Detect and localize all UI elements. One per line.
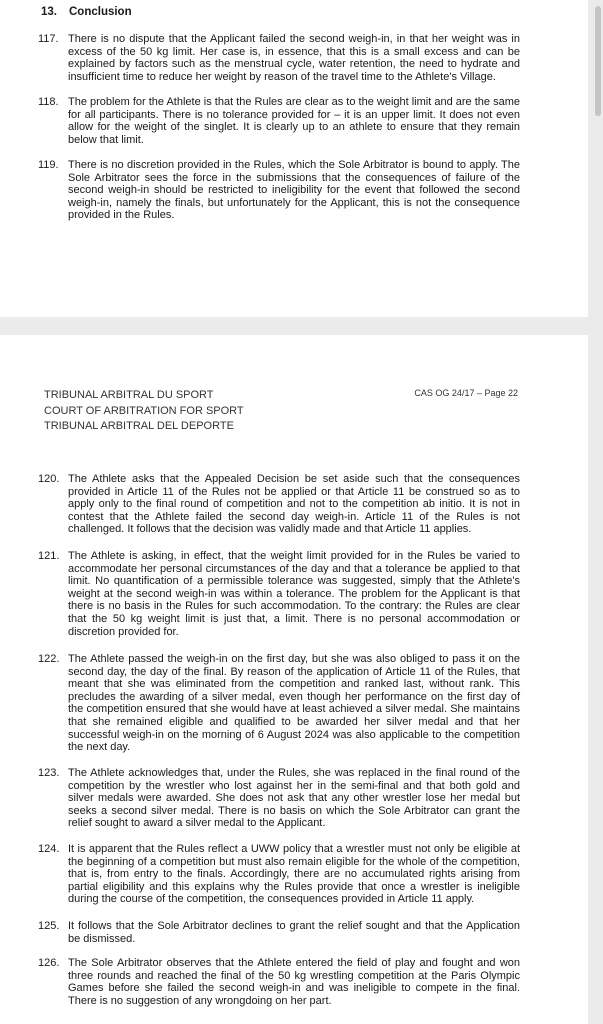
- document-page-1: [0, 0, 588, 317]
- paragraph-120: [38, 473, 520, 536]
- paragraph-118: [38, 96, 520, 146]
- vertical-scrollbar[interactable]: [595, 6, 601, 116]
- paragraph-text: The Athlete is asking, in effect, that the weight limit provided for in the Rules be varied to accommodate her personal circumstances of the day and that a tolerance be applied to that limit. No quantification of a permissible tolerance was suggested, simply that the Athlete's weight at the second weigh-in was within a tolerance. The problem for the Applicant is that there is no basis in the Rules for such accommodation. To the contrary: the Rules are clear that the 50 kg weight limit is just that, a limit. There is no personal accommodation or discretion provided for.: [68, 550, 520, 638]
- section-number: 13.: [41, 6, 57, 18]
- paragraph-number: 120.: [38, 473, 60, 485]
- section-heading: [41, 6, 132, 18]
- paragraph-text: The Athlete passed the weigh-in on the first day, but she was also obliged to pass it on the second day, the day of the final. By reason of the application of Article 11 of the Rules, that meant that she was eliminated from the competition and ranked last, without rank. This precludes the awarding of a silver medal, even though her performance on the first day of the competition ensured that she would have at least achieved a silver medal. She maintains that she remained eligible and qualified to be awarded her silver medal and that her successful weigh-in on the morning of 6 August 2024 was also applicable to the competition the next day.: [68, 653, 520, 754]
- paragraph-text: The Athlete acknowledges that, under the Rules, she was replaced in the final round of the competition by the wrestler who lost against her in the semi-final and that both gold and silver medals were awarded. She does not ask that any other wrestler lose her medal but seeks a second silver medal. There is no basis on which the Sole Arbitrator can grant the relief sought to award a silver medal to the Applicant.: [68, 767, 520, 830]
- page-reference: CAS OG 24/17 – Page 22: [414, 388, 518, 398]
- paragraph-text: The problem for the Athlete is that the Rules are clear as to the weight limit and are the same for all participants. There is no tolerance provided for – it is an upper limit. It does not even allow for the weight of the singlet. It is clearly up to an athlete to ensure that they remain below that limit.: [68, 96, 520, 146]
- paragraph-number: 121.: [38, 550, 60, 562]
- paragraph-number: 125.: [38, 920, 60, 932]
- paragraph-number: 123.: [38, 767, 60, 779]
- paragraph-number: 119.: [38, 159, 59, 171]
- paragraph-126: [38, 957, 520, 1007]
- paragraph-number: 124.: [38, 843, 60, 855]
- paragraph-number: 118.: [38, 96, 59, 108]
- cas-header: [44, 388, 244, 435]
- paragraph-text: There is no dispute that the Applicant failed the second weigh-in, in that her weight was in excess of the 50 kg limit. Her case is, in essence, that this is a small excess and can be explained by factors such as the menstrual cycle, water retention, the need to hydrate and insufficient time to reduce her weight by reason of the travel time to the Athlete's Village.: [68, 33, 520, 83]
- paragraph-text: The Athlete asks that the Appealed Decision be set aside such that the consequences provided in Article 11 of the Rules not be applied or that Article 11 be construed so as to apply only to the final round of competition and not to the competition ab initio. It is not in contest that the Athlete failed the second day weigh-in. Article 11 of the Rules is not challenged. It follows that the decision was validly made and that Article 11 applies.: [68, 473, 520, 536]
- paragraph-text: There is no discretion provided in the Rules, which the Sole Arbitrator is bound to apply. The Sole Arbitrator sees the force in the submissions that the consequences of failure of the second weigh-in should be restricted to ineligibility for the event that followed the second weigh-in, namely the finals, but unfortunately for the Applicant, this is not the consequence provided in the Rules.: [68, 159, 520, 222]
- paragraph-117: [38, 33, 520, 83]
- section-title: Conclusion: [69, 6, 132, 18]
- header-spanish: TRIBUNAL ARBITRAL DEL DEPORTE: [44, 420, 234, 432]
- paragraph-number: 117.: [38, 33, 59, 45]
- paragraph-122: [38, 653, 520, 754]
- paragraph-number: 126.: [38, 957, 60, 969]
- document-page-22: [0, 335, 588, 1024]
- paragraph-123: [38, 767, 520, 830]
- paragraph-number: 122.: [38, 653, 60, 665]
- header-french: TRIBUNAL ARBITRAL DU SPORT: [44, 389, 214, 401]
- paragraph-text: The Sole Arbitrator observes that the Athlete entered the field of play and fought and won three rounds and reached the final of the 50 kg wrestling competition at the Paris Olympic Games before she failed the second weigh-in and was ineligible to compete in the final. There is no suggestion of any wrongdoing on her part.: [68, 957, 520, 1007]
- header-english: COURT OF ARBITRATION FOR SPORT: [44, 404, 244, 417]
- paragraph-text: It follows that the Sole Arbitrator declines to grant the relief sought and that the Application be dismissed.: [68, 920, 520, 945]
- paragraph-121: [38, 550, 520, 638]
- paragraph-119: [38, 159, 520, 222]
- paragraph-124: [38, 843, 520, 906]
- paragraph-125: [38, 920, 520, 945]
- paragraph-text: It is apparent that the Rules reflect a UWW policy that a wrestler must not only be eligible at the beginning of a competition but must also remain eligible for the whole of the competition, that is, from entry to the finals. Accordingly, there are no accumulated rights arising from partial eligibility and this explains why the Rules provide that once a wrestler is ineligible during the course of the competition, the consequences provided in Article 11 apply.: [68, 843, 520, 906]
